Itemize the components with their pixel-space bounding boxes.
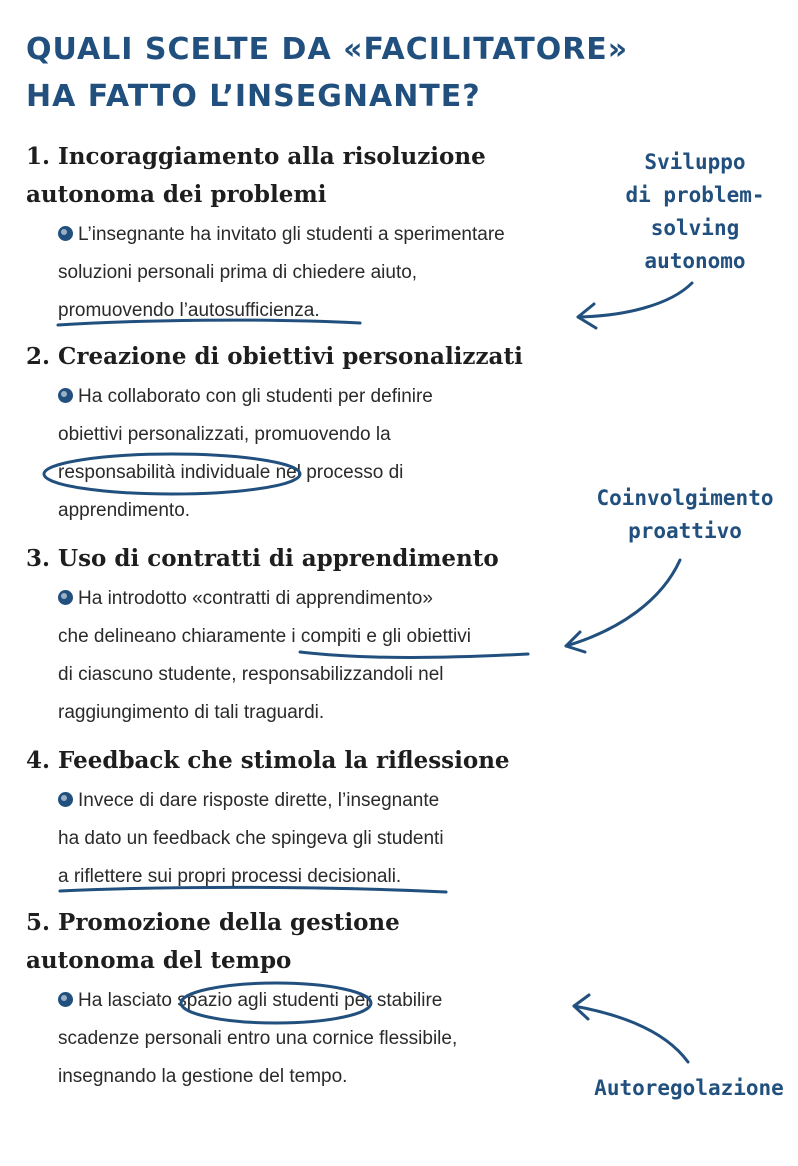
- section-4-paragraph: [58, 782, 444, 896]
- arrow-1-shaft: [578, 283, 692, 317]
- section-5-heading: [26, 904, 400, 980]
- page-title: [26, 26, 628, 120]
- arrow-3-head: [574, 995, 589, 1019]
- section-2-heading: [26, 338, 523, 376]
- bullet-icon: [58, 590, 73, 605]
- title-line-1: QUALI SCELTE DA «FACILITATORE»: [26, 32, 629, 67]
- arrow-2-head: [566, 632, 585, 652]
- arrow-1-head: [578, 304, 596, 328]
- section-1-line-2: soluzioni personali prima di chiedere aiuto,: [58, 262, 418, 283]
- section-5-heading-line-1: 5. Promozione della gestione: [26, 909, 400, 936]
- section-1-heading-line-2: autonoma dei problemi: [26, 181, 327, 208]
- section-4-heading: [26, 742, 510, 780]
- margin-note-problem-solving: [600, 146, 790, 278]
- section-2-paragraph: [58, 378, 433, 530]
- section-2-line-1: Ha collaborato con gli studenti per definire: [58, 378, 433, 416]
- section-5-line-3: insegnando la gestione del tempo.: [58, 1066, 348, 1087]
- margin-note-1-line-1: Sviluppo: [644, 150, 746, 174]
- bullet-icon: [58, 388, 73, 403]
- section-5-paragraph: [58, 982, 457, 1096]
- margin-note-3-line-1: Autoregolazione: [594, 1076, 784, 1100]
- section-3-line-4: raggiungimento di tali traguardi.: [58, 702, 325, 723]
- section-1-paragraph: [58, 216, 505, 330]
- margin-note-1-line-3: solving: [650, 216, 740, 240]
- section-3-heading-line-1: 3. Uso di contratti di apprendimento: [26, 545, 499, 572]
- margin-note-coinvolgimento: [578, 482, 792, 548]
- section-5-line-1: Ha lasciato spazio agli studenti per stabilire: [58, 982, 457, 1020]
- bullet-icon: [58, 226, 73, 241]
- margin-note-2-line-2: proattivo: [628, 519, 742, 543]
- section-2-line-2: obiettivi personalizzati, promuovendo la: [58, 424, 391, 445]
- bullet-icon: [58, 792, 73, 807]
- section-5-line-2: scadenze personali entro una cornice flessibile,: [58, 1028, 458, 1049]
- section-4-line-1: Invece di dare risposte dirette, l’insegnante: [58, 782, 444, 820]
- section-5-heading-line-2: autonoma del tempo: [26, 947, 292, 974]
- margin-note-1-line-2: di problem-: [625, 183, 765, 207]
- section-3-line-1: Ha introdotto «contratti di apprendimento»: [58, 580, 471, 618]
- margin-note-autoregolazione: [586, 1072, 792, 1105]
- section-2-line-3: responsabilità individuale nel processo di: [58, 462, 404, 483]
- section-4-line-2: ha dato un feedback che spingeva gli studenti: [58, 828, 444, 849]
- section-3-paragraph: [58, 580, 471, 732]
- margin-note-2-line-1: Coinvolgimento: [596, 486, 774, 510]
- section-4-heading-line-1: 4. Feedback che stimola la riflessione: [26, 747, 510, 774]
- section-1-line-3: promuovendo l’autosufficienza.: [58, 300, 320, 321]
- bullet-icon: [58, 992, 73, 1007]
- section-4-line-3: a riflettere sui propri processi decisionali.: [58, 866, 402, 887]
- section-1-heading: [26, 138, 486, 214]
- arrow-3-shaft: [574, 1006, 688, 1062]
- section-3-line-3: di ciascuno studente, responsabilizzandoli nel: [58, 664, 444, 685]
- title-line-2: HA FATTO L’INSEGNANTE?: [26, 79, 481, 114]
- section-2-line-4: apprendimento.: [58, 500, 191, 521]
- section-3-line-2: che delineano chiaramente i compiti e gli obiettivi: [58, 626, 471, 647]
- section-2-heading-line-1: 2. Creazione di obiettivi personalizzati: [26, 343, 523, 370]
- section-1-heading-line-1: 1. Incoraggiamento alla risoluzione: [26, 143, 486, 170]
- section-1-line-1: L’insegnante ha invitato gli studenti a sperimentare: [58, 216, 505, 254]
- margin-note-1-line-4: autonomo: [644, 249, 746, 273]
- arrow-2-shaft: [566, 560, 680, 646]
- section-3-heading: [26, 540, 499, 578]
